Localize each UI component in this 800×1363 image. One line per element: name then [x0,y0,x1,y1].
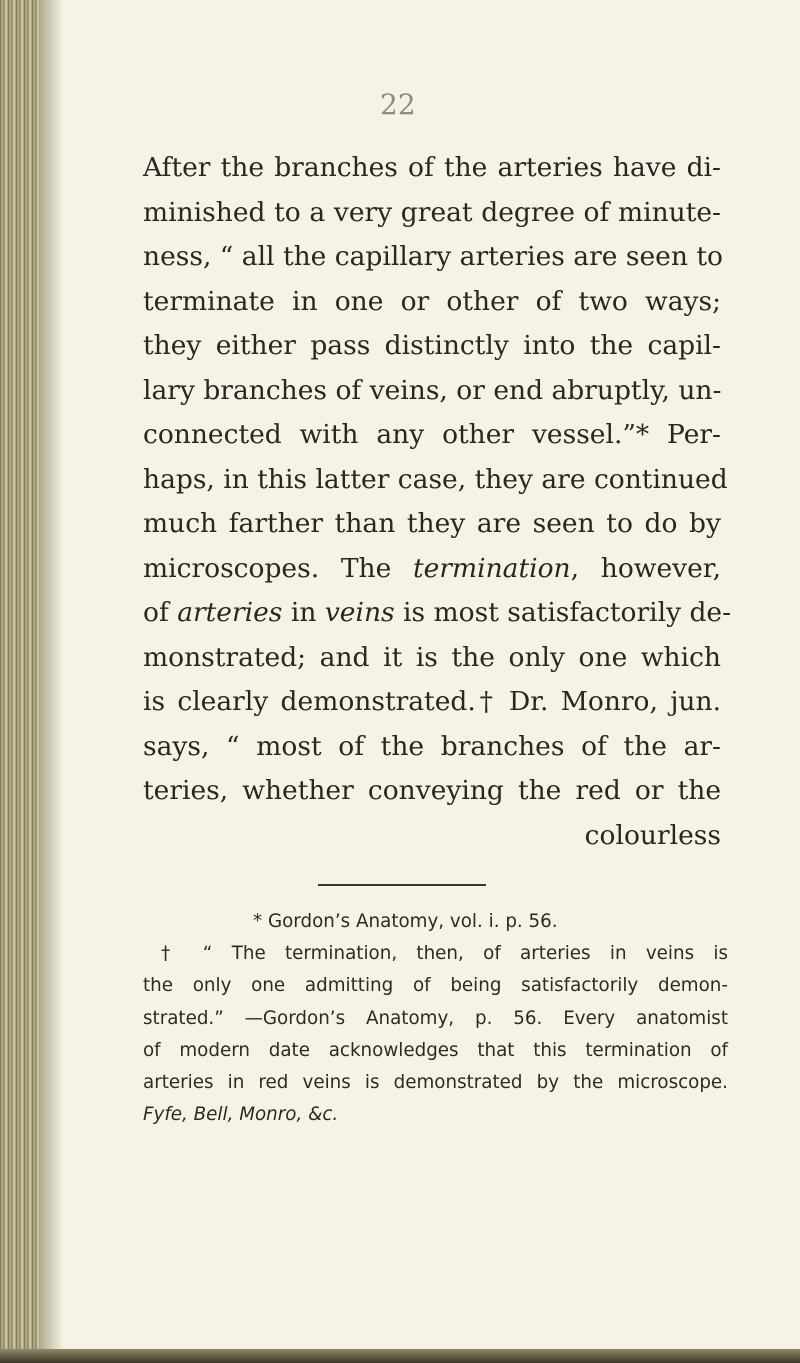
text-segment: is most satisfactorily de- [394,597,732,628]
text-line: says, “ most of the branches of the ar- [143,730,721,762]
catchword: colourless [584,819,721,851]
text-line: haps, in this latter case, they are continued [143,463,728,495]
footnote-separator-rule [318,884,486,886]
gutter-shadow [40,0,64,1363]
text-line: much farther than they are seen to do by [143,508,721,539]
text-segment: microscopes. The [143,552,413,584]
italic-term-veins: veins [324,597,395,628]
page-bottom-edge [0,1349,800,1363]
main-text-block [143,146,732,858]
text-line: terminate in one or other of two ways; [143,285,721,317]
text-line: monstrated; and it is the only one which [143,641,721,673]
footnote-line: of modern date acknowledges that this termination of [143,1039,728,1061]
text-line: connected with any other vessel.”* Per- [143,419,721,450]
footnote-authors: Fyfe, Bell, Monro, &c. [143,1104,339,1126]
text-line [143,591,732,636]
text-line [143,547,721,592]
page-number: 22 [380,88,416,121]
book-spine-edge [0,0,40,1363]
footnote-line: strated.” —Gordon’s Anatomy, p. 56. Every anatomist [143,1007,728,1029]
text-segment: , however, [570,552,721,584]
text-line: lary branches of veins, or end abruptly, un- [143,374,722,406]
footnotes-block [143,906,728,1131]
text-line: teries, whether conveying the red or the [143,775,721,806]
footnote-asterisk: * Gordon’s Anatomy, vol. i. p. 56. [253,911,558,932]
text-segment: in [282,597,325,628]
text-line: is clearly demonstrated.† Dr. Monro, jun. [143,686,721,717]
text-line: ness, “ all the capillary arteries are seen to [143,241,723,272]
text-line: After the branches of the arteries have di- [143,152,721,183]
footnote-line: the only one admitting of being satisfactorily demon- [143,975,728,997]
footnote-dagger: † “ The termination, then, of arteries in veins is [161,943,728,965]
italic-term-arteries: arteries [177,597,283,628]
footnote-line: arteries in red veins is demonstrated by the microscope. [143,1072,728,1094]
text-segment: of [143,597,178,628]
italic-term-termination: termination [413,552,571,584]
text-line: minished to a very great degree of minute- [143,196,721,228]
text-line: they either pass distinctly into the capil- [143,330,721,361]
